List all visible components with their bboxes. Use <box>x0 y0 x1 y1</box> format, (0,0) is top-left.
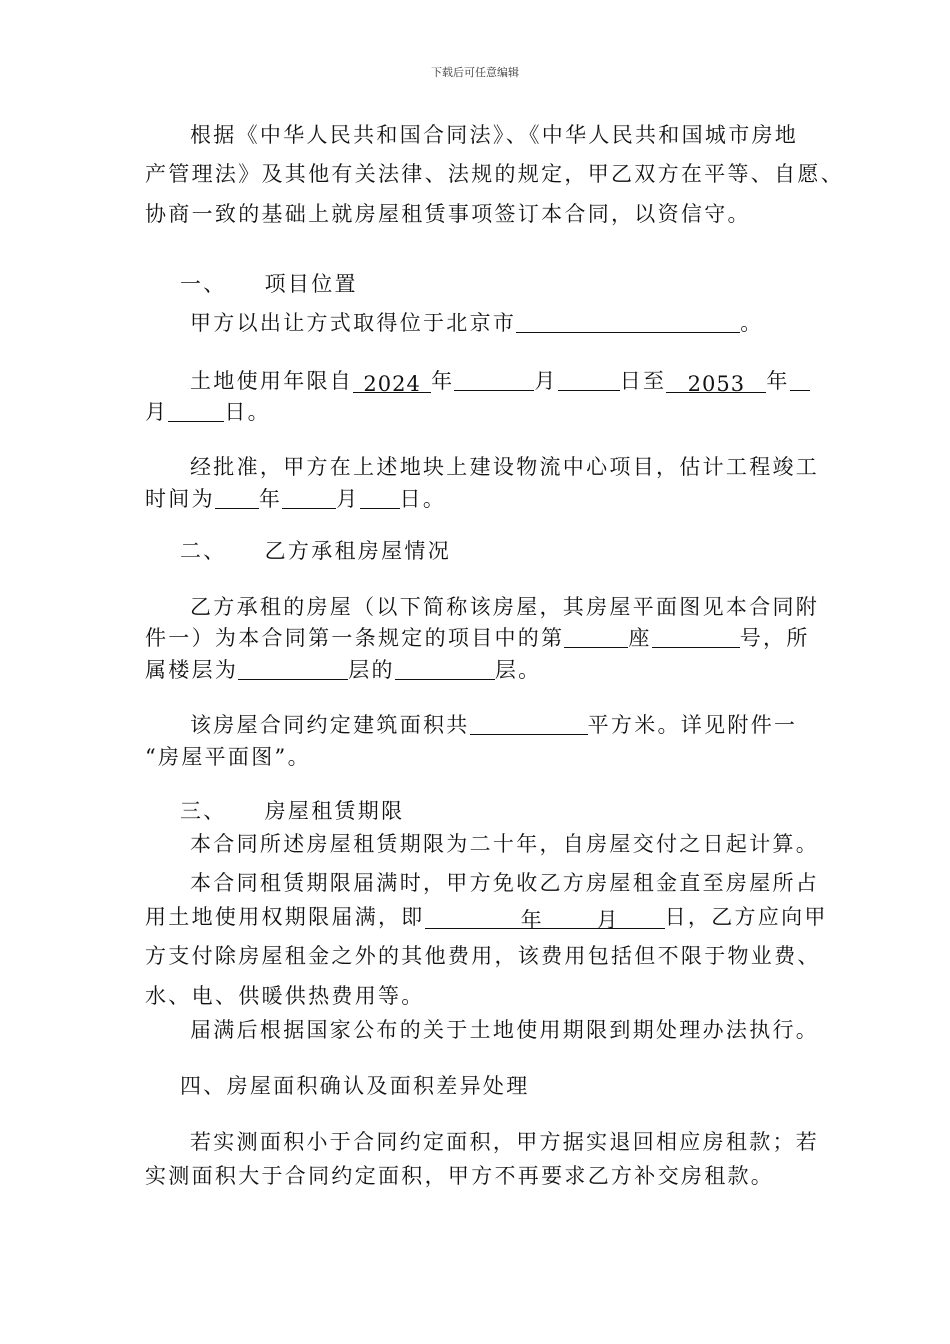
intro-line-3: 协商一致的基础上就房屋租赁事项签订本合同，以资信守。 <box>145 202 751 226</box>
land-term-text: 土地使用年限自 <box>190 369 354 393</box>
floor-text: 属楼层为 <box>145 658 239 682</box>
section-number: 三、 <box>180 799 227 823</box>
month-label: 月 <box>145 400 169 424</box>
start-month-blank[interactable] <box>454 368 534 391</box>
expiry-text-2: 日，乙方应向甲 <box>664 905 828 929</box>
month-label: 月 <box>596 908 619 932</box>
section-2-heading <box>180 537 451 565</box>
section-number: 一、 <box>180 272 227 296</box>
area-diff-line-2: 实测面积大于合同约定面积，甲方不再要求乙方补交房租款。 <box>145 1164 775 1188</box>
unit-number-blank[interactable] <box>652 625 740 648</box>
expiry-handling-paragraph: 届满后根据国家公布的关于土地使用期限到期处理办法执行。 <box>190 1018 820 1042</box>
year-label: 年 <box>258 487 283 511</box>
premises-line-1: 乙方承租的房屋（以下简称该房屋，其房屋平面图见本合同附 <box>190 595 820 619</box>
location-line <box>190 309 764 337</box>
land-term-line <box>190 367 810 395</box>
end-year-field[interactable] <box>666 370 766 396</box>
section-title: 项目位置 <box>264 272 358 296</box>
completion-year-blank[interactable] <box>215 486 259 509</box>
section-4-heading: 四、房屋面积确认及面积差异处理 <box>180 1074 530 1098</box>
expiry-line-1: 本合同租赁期限届满时，甲方免收乙方房屋租金直至房屋所占 <box>190 871 820 895</box>
location-blank[interactable] <box>516 310 740 333</box>
completion-month-blank[interactable] <box>282 486 336 509</box>
total-floors-blank[interactable] <box>238 657 348 680</box>
day-to-label: 日至 <box>619 369 667 393</box>
building-blank[interactable] <box>564 625 628 648</box>
area-diff-line-1: 若实测面积小于合同约定面积，甲方据实退回相应房租款；若 <box>190 1130 820 1154</box>
year-label: 年 <box>766 369 790 393</box>
section-1-heading <box>180 270 358 298</box>
term-paragraph: 本合同所述房屋租赁期限为二十年，自房屋交付之日起计算。 <box>190 832 820 856</box>
end-month-blank[interactable] <box>790 368 810 391</box>
completion-line-2 <box>145 485 446 513</box>
year-label: 年 <box>431 369 455 393</box>
month-label: 月 <box>534 369 558 393</box>
expiry-line-2 <box>145 903 828 931</box>
day-label: 日。 <box>224 400 271 424</box>
land-term-line-2 <box>145 398 271 426</box>
day-label: 日。 <box>399 487 447 511</box>
end-year-value: 2053 <box>687 372 746 396</box>
floor-label: 层。 <box>494 658 542 682</box>
location-text: 甲方以出让方式取得位于北京市 <box>190 311 517 335</box>
intro-line-1: 根据《中华人民共和国合同法》、《中华人民共和国城市房地 <box>190 123 799 147</box>
floor-of-label: 层的 <box>348 658 395 682</box>
completion-day-blank[interactable] <box>360 486 400 509</box>
unit-label: 号，所 <box>739 626 810 650</box>
period: 。 <box>740 311 764 335</box>
premises-text: 件一）为本合同第一条规定的项目中的第 <box>145 626 565 650</box>
section-number: 二、 <box>180 539 227 563</box>
area-blank[interactable] <box>470 712 588 735</box>
section-title: 房屋租赁期限 <box>264 799 405 823</box>
floor-blank[interactable] <box>395 657 495 680</box>
year-label: 年 <box>520 908 543 932</box>
section-3-heading <box>180 797 404 825</box>
completion-text: 时间为 <box>145 487 215 511</box>
start-year-field[interactable] <box>353 370 431 396</box>
building-label: 座 <box>628 626 652 650</box>
area-line-2: “房屋平面图”。 <box>145 745 311 769</box>
completion-line-1: 经批准，甲方在上述地块上建设物流中心项目，估计工程竣工 <box>190 455 820 479</box>
premises-line-3 <box>145 656 541 684</box>
start-year-value: 2024 <box>363 372 421 396</box>
month-label: 月 <box>336 487 360 511</box>
land-expiry-date-field[interactable] <box>425 906 665 932</box>
page-header-note: 下载后可任意编辑 <box>431 66 519 79</box>
area-unit-text: 平方米。详见附件一 <box>587 713 798 737</box>
section-title: 乙方承租房屋情况 <box>264 539 452 563</box>
expiry-text: 用土地使用权期限届满，即 <box>145 905 425 929</box>
expiry-line-3: 方支付除房屋租金之外的其他费用，该费用包括但不限于物业费、 <box>145 944 821 968</box>
premises-line-2 <box>145 624 810 652</box>
area-line-1 <box>190 711 797 739</box>
intro-line-2: 产管理法》及其他有关法律、法规的规定，甲乙双方在平等、自愿、 <box>145 162 844 186</box>
start-day-blank[interactable] <box>558 368 620 391</box>
area-text: 该房屋合同约定建筑面积共 <box>190 713 470 737</box>
end-day-blank[interactable] <box>168 399 224 422</box>
expiry-line-4: 水、电、供暖供热费用等。 <box>145 984 425 1008</box>
